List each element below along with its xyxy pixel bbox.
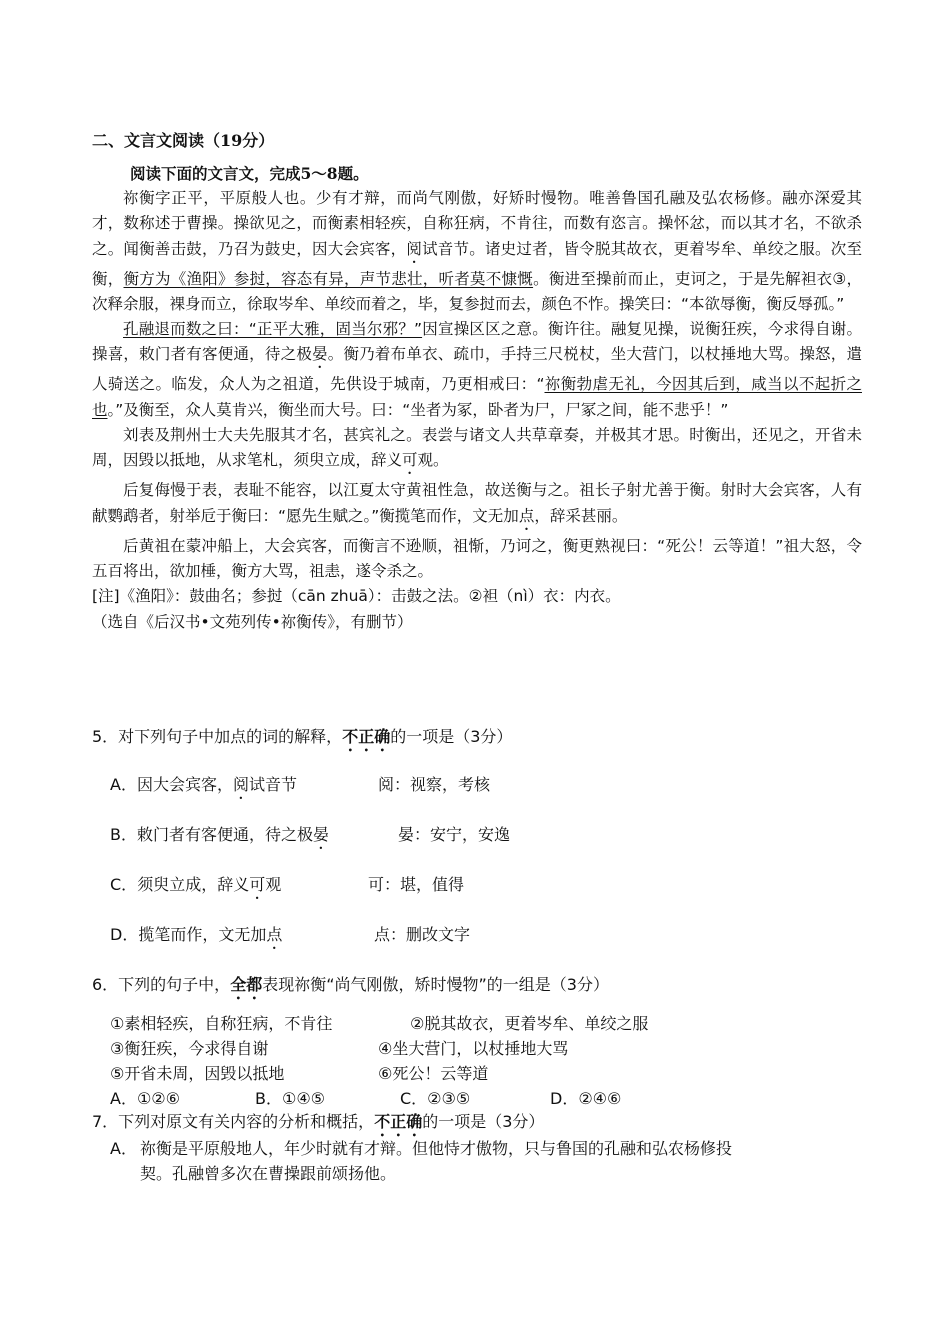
- q6-item-3: ③衡狂疾，今求得自谢: [110, 1039, 269, 1058]
- q5-option-c-explanation: 可：堪，值得: [368, 875, 465, 894]
- passage-note: [注]《渔阳》：鼓曲名；参挝（cān zhuā）：击鼓之法。②袒（nì）衣：内衣。: [92, 587, 621, 606]
- passage-paragraph-1: 祢衡字正平，平原般人也。少有才辩，而尚气刚傲，好矫时慢物。唯善鲁国孔融及弘农杨修。融亦深爱其才，数称述于曹操。操欲见之，而衡素相轻疾，自称狂病，不肯往，而数有恣言。操怀忿，而以其才名，不欲杀之。闻衡善击鼓，乃召为鼓史，因大会宾客，阅试音节。诸史过者，皆令脱其故衣，更着岑牟、单绞之服。次至衡，衡方为《渔阳》参挝，容态有异，声节悲壮，听者莫不慷慨。衡进至操前而止，吏诃之，于是先解袒衣③，次释余服，裸身而立，徐取岑牟、单绞而着之，毕，复参挝而去，颜色不怍。操笑曰：“本欲辱衡，衡反辱孤。”: [92, 189, 862, 313]
- passage-paragraph-2: 孔融退而数之曰：“正平大雅，固当尔邪？”因宣操区区之意。衡许往。融复见操，说衡狂疾，今求得自谢。操喜，敕门者有客便通，待之极晏。衡乃着布单衣、疏巾，手持三尺棁杖，坐大营门，以杖捶地大骂。操怒，遣人骑送之。临发，众人为之祖道，先供设于城南，乃更相戒曰：“祢衡勃虐无礼，今因其后到，咸当以不起折之也。”及衡至，众人莫肯兴，衡坐而大号。曰：“坐者为冢，卧者为尸，尸冢之间，能不悲乎！”: [92, 320, 862, 419]
- q6-answer-c[interactable]: C．②③⑤: [400, 1089, 471, 1108]
- q5-option-a[interactable]: A．因大会宾客，阅试音节: [110, 775, 297, 794]
- passage-paragraph-4: 后复侮慢于表，表耻不能容，以江夏太守黄祖性急，故送衡与之。祖长子射尤善于衡。射时大会宾客，人有献鹦鹉者，射举卮于衡曰：“愿先生赋之。”衡揽笔而作，文无加点，辞采甚丽。: [92, 481, 862, 525]
- underlined-sentence: 祢衡勃虐无礼，今因其后到，咸当以不起折之也: [92, 375, 862, 419]
- emphasis-text: 全都: [230, 975, 263, 994]
- q6-item-1: ①素相轻疾，自称狂病，不肯往: [110, 1014, 333, 1033]
- q5-option-a-explanation: 阅：视察，考核: [378, 775, 491, 794]
- q6-item-2: ②脱其故衣，更着岑牟、单绞之服: [410, 1014, 649, 1033]
- q5-option-b-explanation: 晏：安宁，安逸: [398, 825, 511, 844]
- q6-answer-b[interactable]: B．①④⑤: [255, 1089, 326, 1108]
- q5-option-d[interactable]: D．揽笔而作，文无加点: [110, 925, 283, 944]
- q6-item-5: ⑤开省未周，因毁以抵地: [110, 1064, 285, 1083]
- question-7-stem: 7．下列对原文有关内容的分析和概括，不正确的一项是（3分）: [92, 1112, 545, 1131]
- q7-option-a-line-2: 契。孔融曾多次在曹操跟前颂扬他。: [140, 1164, 397, 1183]
- q5-option-d-explanation: 点：删改文字: [374, 925, 471, 944]
- question-5-stem: 5．对下列句子中加点的词的解释，不正确的一项是（3分）: [92, 727, 513, 746]
- dotted-char: 阅: [406, 239, 423, 258]
- q6-answer-a[interactable]: A．①②⑥: [110, 1089, 180, 1108]
- q6-answer-d[interactable]: D．②④⑥: [550, 1089, 622, 1108]
- dotted-char: 点: [518, 506, 535, 525]
- dotted-char: 可: [402, 451, 418, 470]
- q5-option-c[interactable]: C．须臾立成，辞义可观: [110, 875, 282, 894]
- emphasis-text: 不正确: [374, 1112, 423, 1131]
- reading-instruction: 阅读下面的文言文，完成5～8题。: [130, 164, 369, 183]
- underlined-sentence: 孔融退而数之曰：“正平大雅，固当尔邪？”: [123, 320, 423, 339]
- passage-paragraph-5: 后黄祖在蒙冲船上，大会宾客，而衡言不逊顺，祖惭，乃诃之，衡更熟视曰：“死公！云等道！”祖大怒，令五百将出，欲加棰，衡方大骂，祖恚，遂令杀之。: [92, 536, 862, 580]
- section-title: 二、文言文阅读（19分）: [92, 131, 275, 150]
- emphasis-text: 不正确: [342, 727, 391, 746]
- underlined-sentence: 衡方为《渔阳》参挝，容态有异，声节悲壮，听者莫不慷慨: [123, 269, 534, 288]
- classical-passage: [92, 186, 862, 635]
- q6-item-4: ④坐大营门，以杖捶地大骂: [378, 1039, 569, 1058]
- q5-option-b[interactable]: B．敕门者有客便通，待之极晏: [110, 825, 330, 844]
- question-6-stem: 6．下列的句子中，全都表现祢衡“尚气刚傲，矫时慢物”的一组是（3分）: [92, 975, 609, 994]
- q7-option-a-line-1: 祢衡是平原般地人，年少时就有才辩。但他恃才傲物，只与鲁国的孔融和弘农杨修投: [140, 1139, 733, 1158]
- passage-paragraph-3: 刘表及荆州士大夫先服其才名，甚宾礼之。表尝与诸文人共草章奏，并极其才思。时衡出，还见之，开省未周，因毁以抵地，从求笔札，须臾立成，辞义可观。: [92, 426, 862, 470]
- dotted-char: 晏: [312, 345, 328, 364]
- passage-source: （选自《后汉书•文苑列传•祢衡传》，有删节）: [92, 612, 413, 631]
- q6-item-6: ⑥死公！云等道: [378, 1064, 489, 1083]
- q7-option-a-label[interactable]: A．: [110, 1139, 137, 1158]
